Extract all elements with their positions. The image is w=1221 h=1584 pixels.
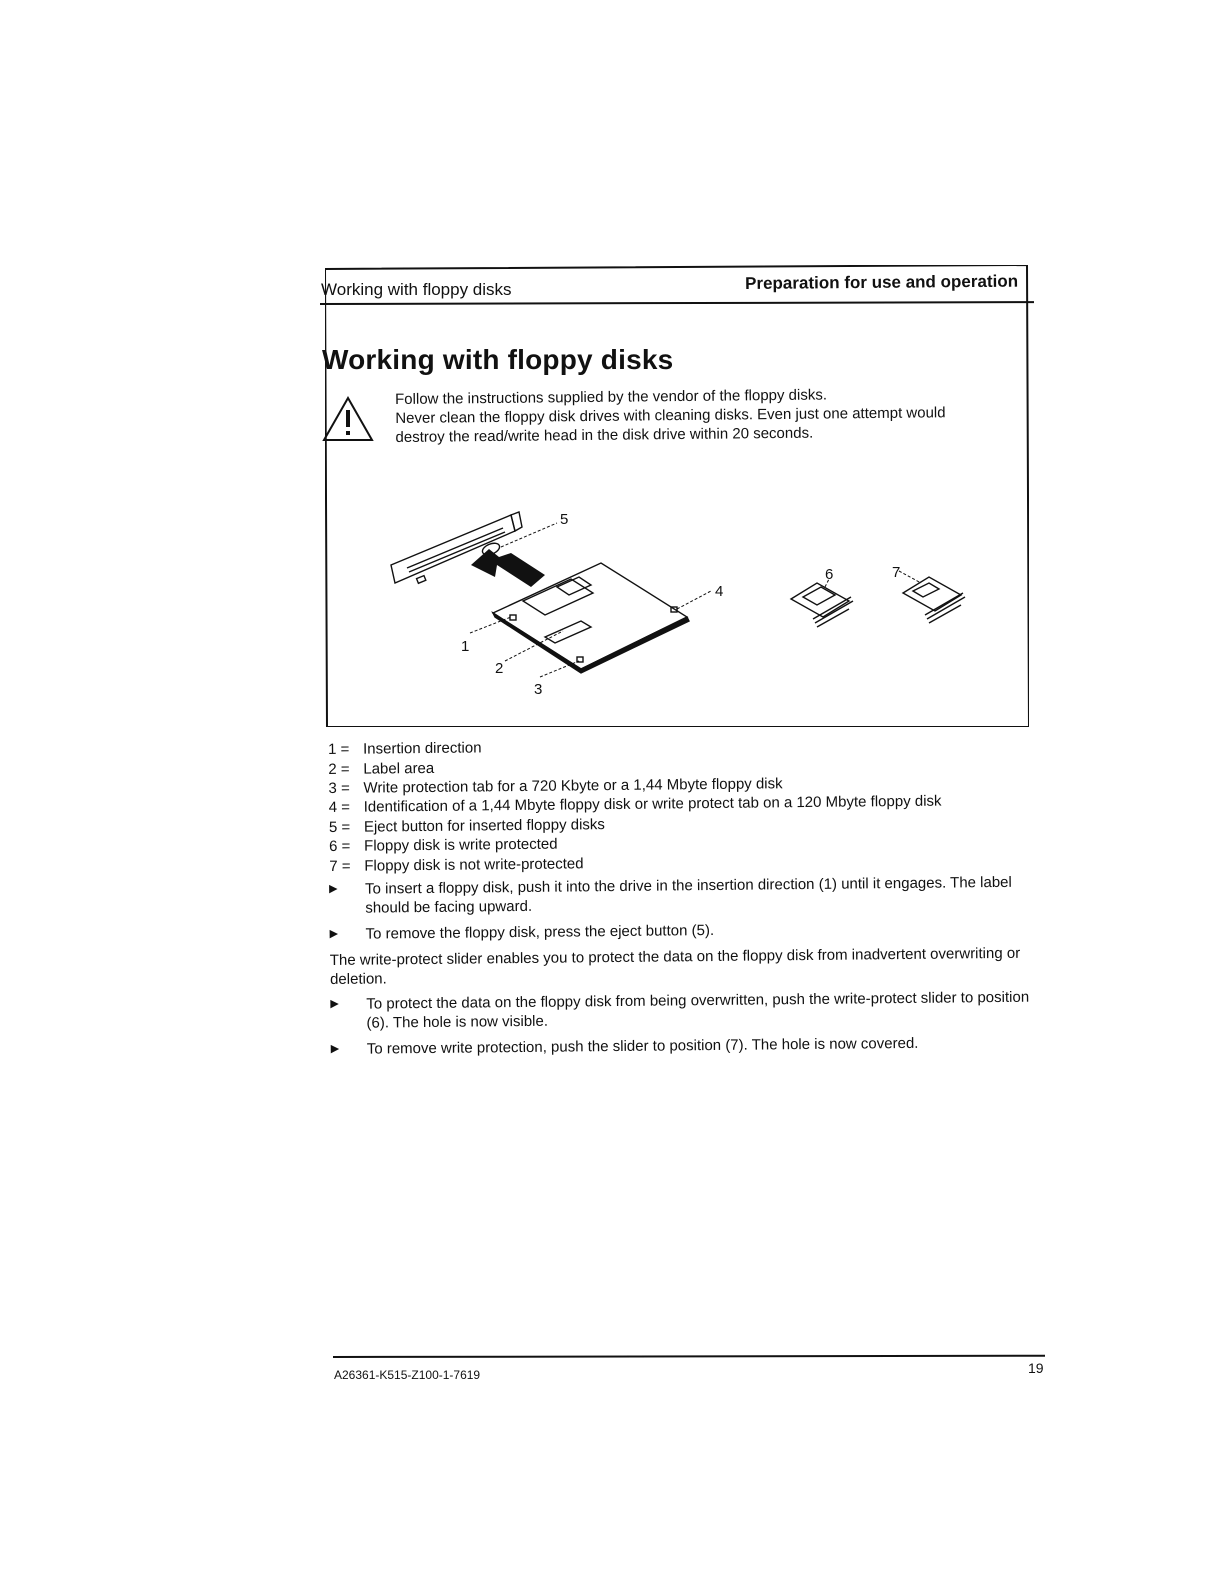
callout-2: 2: [495, 660, 504, 677]
instruction-step: [329, 873, 1029, 918]
write-protected-slider: [791, 583, 853, 627]
bullet-arrow-icon: ▶: [330, 997, 339, 1010]
legend-text: Label area: [363, 759, 435, 778]
document-id: A26361-K515-Z100-1-7619: [334, 1368, 481, 1382]
running-header-chapter: Preparation for use and operation: [745, 271, 1019, 293]
page-number: 19: [1028, 1360, 1044, 1376]
callout-4: 4: [715, 583, 724, 600]
warning-line: Never clean the floppy disk drives with cleaning disks. Even just one attempt would: [395, 404, 946, 427]
callout-5: 5: [560, 511, 569, 528]
instruction-step: [329, 918, 1029, 944]
legend-text: Eject button for inserted floppy disks: [363, 815, 605, 836]
warning-line: Follow the instructions supplied by the vendor of the floppy disks.: [395, 386, 828, 408]
legend-number: 6 =: [329, 837, 351, 856]
insertion-arrow: [471, 549, 545, 587]
floppy-disk-figure: [325, 265, 1029, 727]
instructions: [329, 873, 1031, 1066]
legend-text: Insertion direction: [363, 739, 482, 758]
legend-text: Identification of a 1,44 Mbyte floppy disk or write protect tab on a 120 Mbyte floppy disk: [363, 792, 942, 816]
figure-legend: [328, 733, 1029, 876]
running-header-section: Working with floppy disks: [321, 280, 512, 299]
legend-number: 7 =: [329, 857, 351, 875]
write-protect-paragraph: The write-protect slider enables you to protect the data on the floppy disk from inadvertent overwriting or deletion.: [329, 944, 1021, 988]
bullet-arrow-icon: ▶: [330, 1042, 340, 1055]
legend-number: 3 =: [328, 779, 350, 797]
bullet-arrow-icon: ▶: [329, 927, 339, 940]
legend-number: 5 =: [328, 818, 351, 836]
instruction-text: To insert a floppy disk, push it into the drive in the insertion direction (1) until it engages. The label should be facing upward.: [365, 873, 1012, 917]
callout-1: 1: [461, 638, 470, 655]
not-write-protected-slider: [903, 577, 965, 623]
instruction-text: To protect the data on the floppy disk from being overwritten, push the write-protect slider to position (6). The hole is now visible.: [366, 988, 1030, 1032]
instruction-text: To remove write protection, push the slider to position (7). The hole is now covered.: [366, 1034, 919, 1058]
callout-6: 6: [825, 566, 834, 583]
callout-3: 3: [534, 681, 543, 698]
page-title: Working with floppy disks: [322, 344, 674, 375]
warning-line: destroy the read/write head in the disk drive within 20 seconds.: [395, 424, 814, 446]
bullet-arrow-icon: ▶: [329, 882, 338, 895]
callout-7: 7: [892, 564, 901, 581]
instruction-step: [330, 988, 1030, 1033]
footer-rule: [333, 1355, 1045, 1358]
legend-number: 1 =: [328, 740, 350, 759]
legend-text: Write protection tab for a 720 Kbyte or a 1,44 Mbyte floppy disk: [363, 775, 783, 797]
instruction-text: To remove the floppy disk, press the eject button (5).: [365, 921, 715, 943]
legend-text: Floppy disk is not write-protected: [364, 854, 584, 875]
legend-number: 4 =: [328, 799, 351, 817]
instruction-step: [331, 1033, 1031, 1059]
legend-number: 2 =: [328, 760, 350, 778]
floppy-drive-illustration: [391, 512, 522, 583]
legend-text: Floppy disk is write protected: [364, 835, 558, 855]
